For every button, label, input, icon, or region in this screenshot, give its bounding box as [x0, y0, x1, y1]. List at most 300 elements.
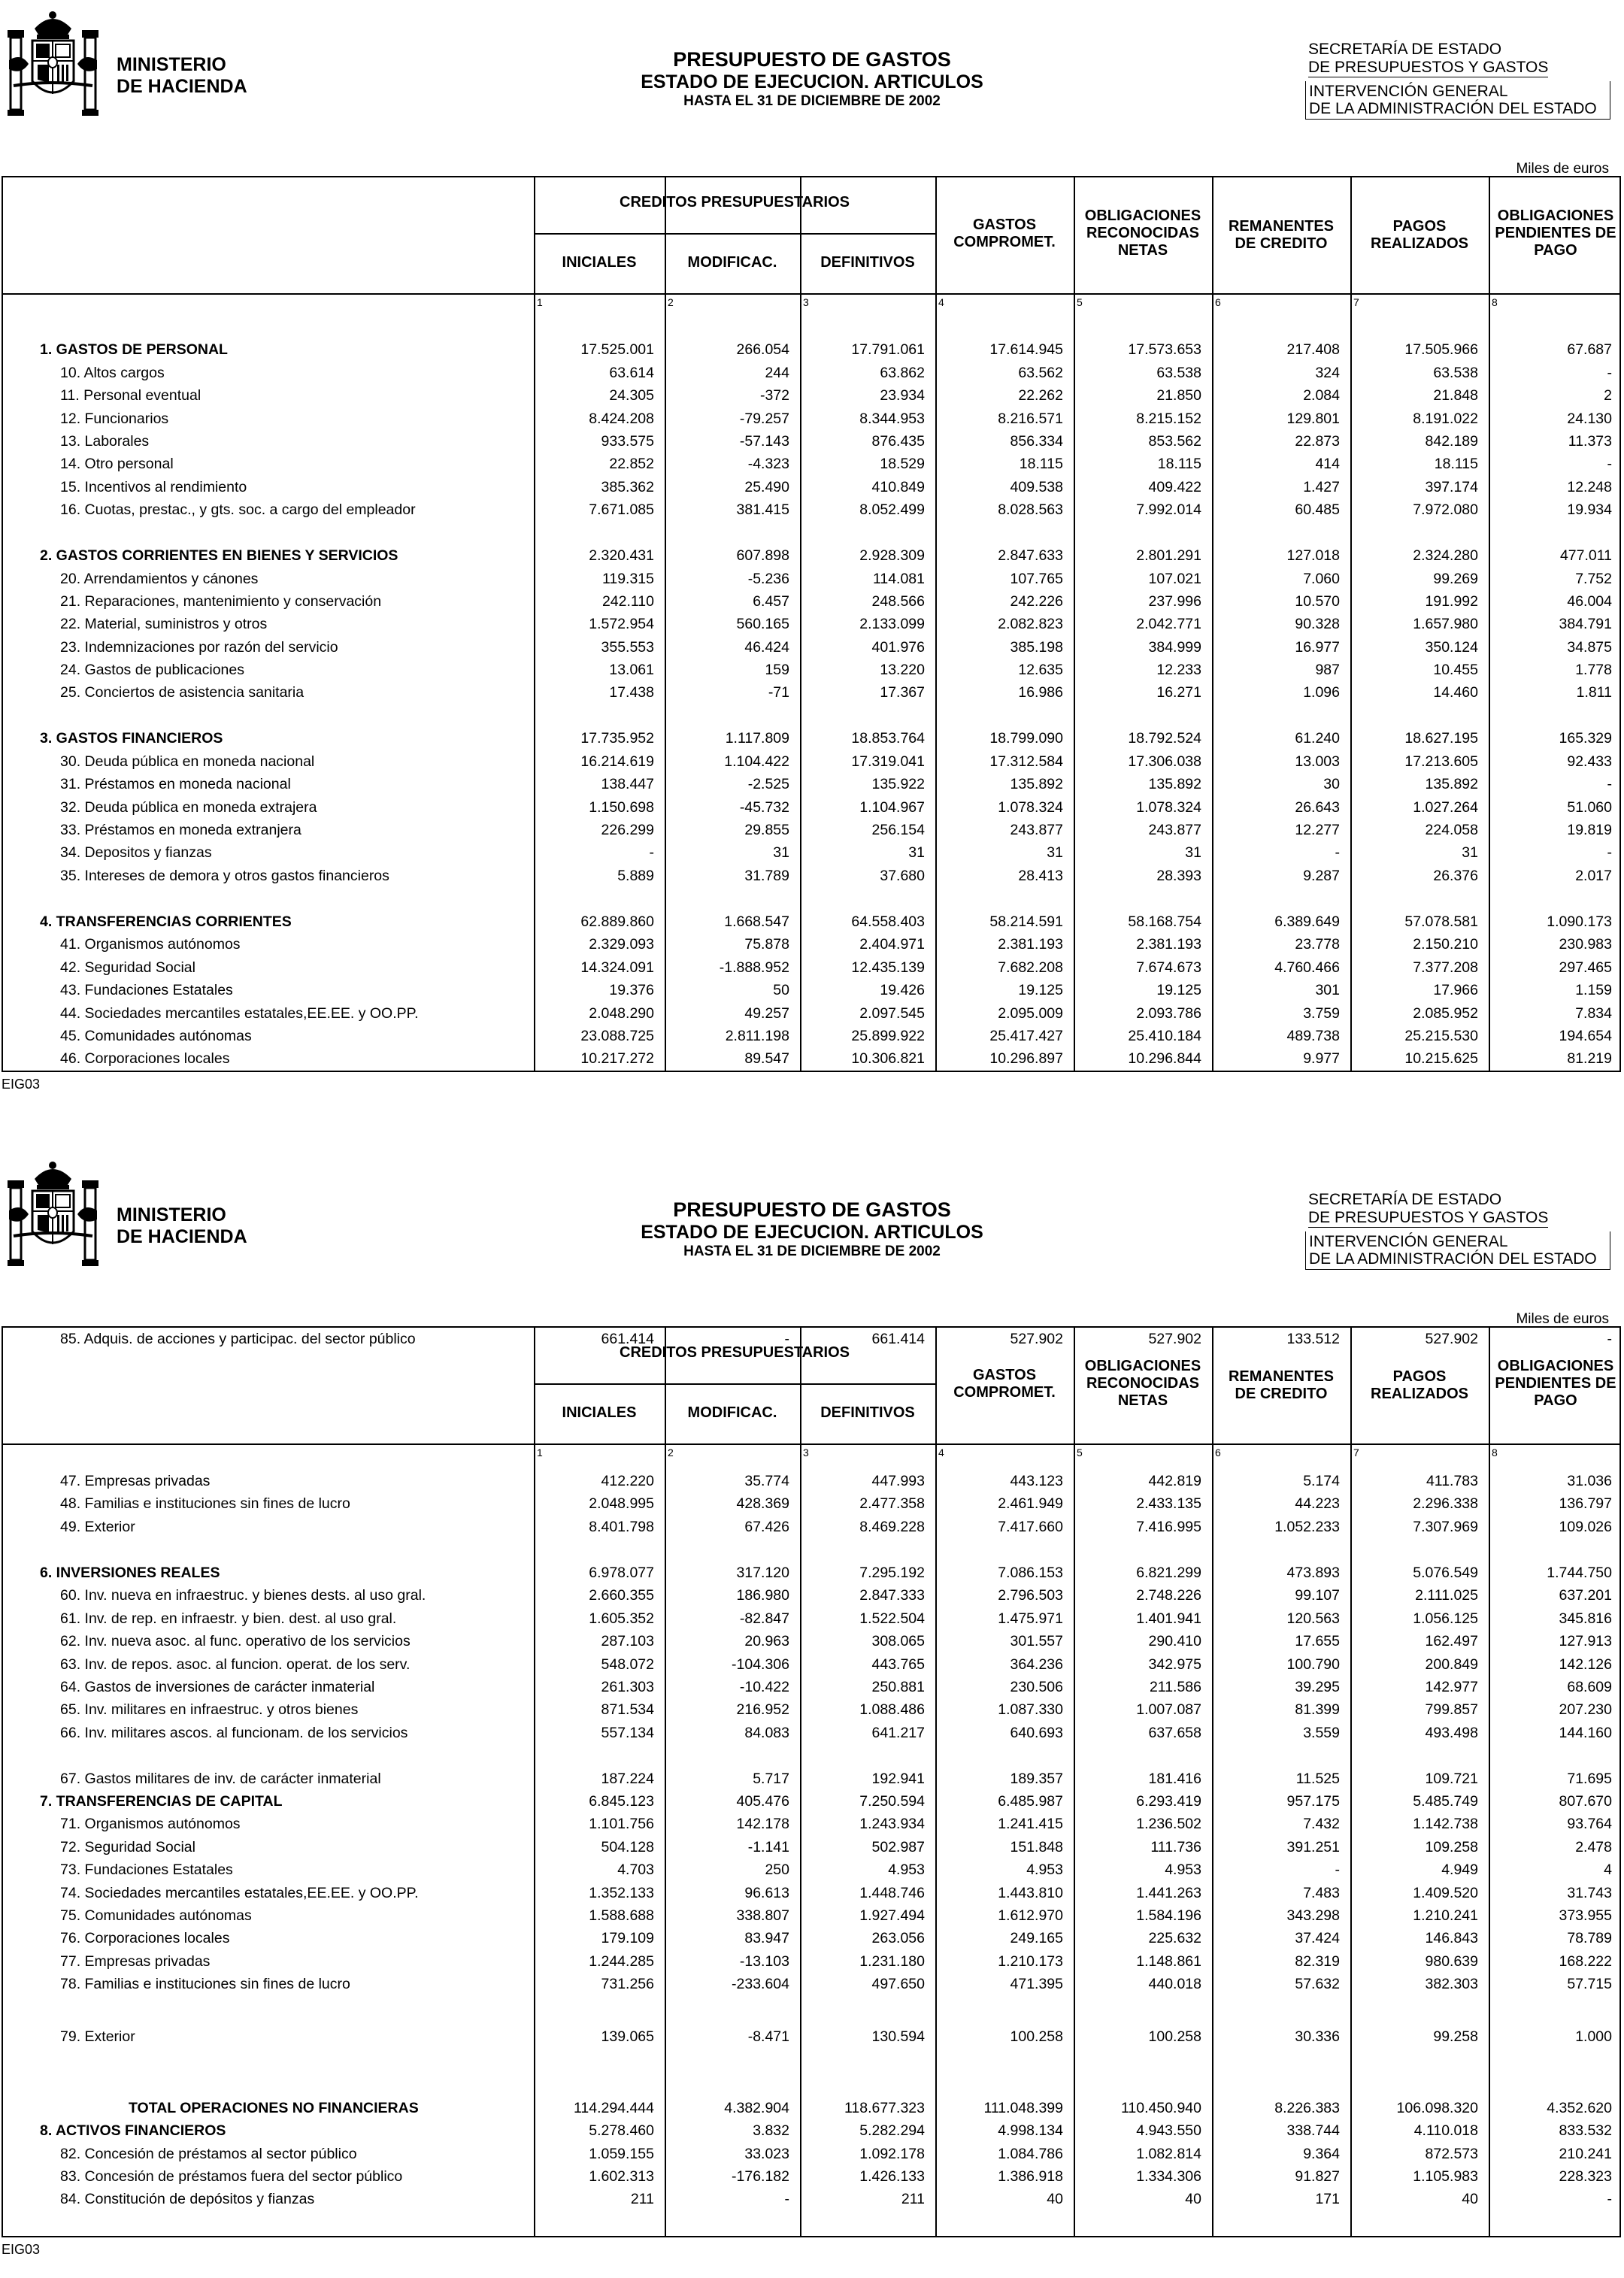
row-label: 42. Seguridad Social — [60, 959, 195, 976]
value-cell: 23.088.725 — [580, 1028, 654, 1044]
value-cell: 189.357 — [1010, 1771, 1063, 1787]
table-row — [3, 2188, 1622, 2210]
value-cell: 19.934 — [1567, 501, 1612, 518]
row-label: 63. Inv. de repos. asoc. al funcion. operat. de los serv. — [60, 1656, 411, 1673]
value-cell: 28.393 — [1156, 868, 1201, 884]
value-cell: 7.307.969 — [1413, 1519, 1478, 1535]
value-cell: 8.215.152 — [1136, 410, 1201, 427]
value-cell: 144.160 — [1559, 1725, 1612, 1741]
value-cell: -8.471 — [747, 2028, 789, 2045]
value-cell: 10.455 — [1433, 662, 1478, 678]
value-cell: 324 — [1315, 365, 1340, 381]
value-cell: 30.336 — [1295, 2028, 1340, 2045]
value-cell: 17.735.952 — [580, 730, 654, 747]
value-cell: 1.811 — [1576, 684, 1612, 701]
group-rule — [534, 1383, 935, 1385]
value-cell: 338.744 — [1286, 2122, 1340, 2139]
value-cell: 63.562 — [1018, 365, 1063, 381]
value-cell: -2.525 — [747, 776, 789, 792]
value-cell: 8.401.798 — [589, 1519, 654, 1535]
value-cell: 1.352.133 — [589, 1885, 654, 1901]
value-cell: 4.382.904 — [724, 2100, 789, 2116]
value-cell: 192.941 — [871, 1771, 925, 1787]
value-cell: 18.115 — [1157, 456, 1201, 472]
report-title-block — [526, 1198, 1098, 1261]
report-title-block — [526, 48, 1098, 111]
value-cell: - — [1607, 365, 1612, 381]
value-cell: -5.236 — [747, 571, 789, 587]
table-row — [3, 1630, 1622, 1652]
value-cell: 11.373 — [1568, 433, 1612, 450]
table-row — [3, 568, 1622, 590]
intervencion-line: DE LA ADMINISTRACIÓN DEL ESTADO — [1309, 100, 1597, 117]
value-cell: 58.168.754 — [1128, 913, 1201, 930]
value-cell: 168.222 — [1559, 1953, 1612, 1970]
value-cell: 22.873 — [1295, 433, 1340, 450]
table-row — [3, 407, 1622, 430]
value-cell: 200.849 — [1425, 1656, 1478, 1673]
value-cell: 731.256 — [601, 1976, 654, 1992]
value-cell: 24.130 — [1567, 410, 1612, 427]
value-cell: 17.614.945 — [989, 341, 1063, 358]
secretaria-line: DE PRESUPUESTOS Y GASTOS — [1308, 1209, 1549, 1226]
value-cell: 1.448.746 — [859, 1885, 925, 1901]
value-cell: 2.381.193 — [998, 936, 1063, 953]
definitivos-header — [800, 254, 935, 271]
ministry-line: MINISTERIO — [117, 54, 226, 75]
column-number: 2 — [668, 1446, 674, 1459]
value-cell: 382.303 — [1425, 1976, 1478, 1992]
value-cell: 842.189 — [1425, 433, 1478, 450]
value-cell: 186.980 — [736, 1587, 789, 1604]
value-cell: 256.154 — [871, 822, 925, 838]
value-cell: 71.695 — [1567, 1771, 1612, 1787]
value-cell: 107.021 — [1148, 571, 1201, 587]
table-row — [3, 2143, 1622, 2165]
column-number: 6 — [1215, 1446, 1221, 1459]
definitivos-header — [800, 1404, 935, 1422]
row-label: 21. Reparaciones, mantenimiento y conservación — [60, 593, 382, 610]
value-cell: 1.087.330 — [998, 1701, 1063, 1718]
value-cell: 1.441.263 — [1136, 1885, 1201, 1901]
value-cell: 23.934 — [880, 387, 925, 404]
value-cell: 8.216.571 — [998, 410, 1063, 427]
value-cell: 37.424 — [1295, 1930, 1340, 1946]
value-cell: 25.215.530 — [1404, 1028, 1478, 1044]
table-row — [3, 636, 1622, 659]
report-subtitle: ESTADO DE EJECUCION. ARTICULOS — [641, 1222, 983, 1243]
value-cell: 114.294.444 — [574, 2100, 654, 2116]
column-number: 8 — [1492, 296, 1498, 308]
value-cell: 7.377.208 — [1413, 959, 1478, 976]
value-cell: 63.538 — [1156, 365, 1201, 381]
value-cell: 106.098.320 — [1396, 2100, 1478, 2116]
row-label: 3. GASTOS FINANCIEROS — [40, 730, 223, 747]
value-cell: 22.262 — [1018, 387, 1063, 404]
value-cell: 641.217 — [871, 1725, 925, 1741]
report-title: PRESUPUESTO DE GASTOS — [673, 48, 951, 71]
value-cell: 225.632 — [1148, 1930, 1201, 1946]
value-cell: 8.469.228 — [859, 1519, 925, 1535]
value-cell: 2.093.786 — [1136, 1005, 1201, 1022]
value-cell: 1.475.971 — [998, 1610, 1063, 1627]
table-row — [3, 1470, 1622, 1492]
value-cell: 2.404.971 — [859, 936, 925, 953]
intervencion-line: DE LA ADMINISTRACIÓN DEL ESTADO — [1309, 1250, 1597, 1268]
row-label: 33. Préstamos en moneda extranjera — [60, 822, 301, 838]
table-row — [3, 1584, 1622, 1607]
value-cell: 297.465 — [1559, 959, 1612, 976]
value-cell: 355.553 — [601, 639, 654, 656]
column-number: 3 — [803, 1446, 809, 1459]
row-label: 8. ACTIVOS FINANCIEROS — [40, 2122, 226, 2139]
value-cell: 9.287 — [1303, 868, 1340, 884]
value-cell: 637.201 — [1559, 1587, 1612, 1604]
value-cell: 7.682.208 — [998, 959, 1063, 976]
table-row — [3, 2025, 1622, 2048]
row-label: 25. Conciertos de asistencia sanitaria — [60, 684, 304, 701]
value-cell: 1.210.173 — [998, 1953, 1063, 1970]
row-label: 4. TRANSFERENCIAS CORRIENTES — [40, 913, 292, 930]
value-cell: 4.943.550 — [1136, 2122, 1201, 2139]
value-cell: 1.142.738 — [1413, 1816, 1478, 1832]
units-label: Miles de euros — [1516, 1311, 1609, 1327]
value-cell: 146.843 — [1425, 1930, 1478, 1946]
value-cell: 129.801 — [1286, 410, 1340, 427]
row-label: 75. Comunidades autónomas — [60, 1907, 252, 1924]
value-cell: 342.975 — [1148, 1656, 1201, 1673]
header-rule — [3, 293, 1619, 295]
value-cell: 477.011 — [1559, 547, 1612, 564]
value-cell: 17.213.605 — [1404, 753, 1478, 770]
value-cell: 1.059.155 — [589, 2146, 654, 2162]
value-cell: 471.395 — [1010, 1976, 1063, 1992]
value-cell: -104.306 — [732, 1656, 789, 1673]
value-cell: 17.438 — [609, 684, 654, 701]
modificac-header — [665, 1404, 800, 1422]
table-row — [3, 727, 1622, 750]
row-label: 46. Corporaciones locales — [60, 1050, 230, 1067]
value-cell: 34.875 — [1567, 639, 1612, 656]
value-cell: 7.674.673 — [1136, 959, 1201, 976]
value-cell: 497.650 — [871, 1976, 925, 1992]
value-cell: 1.612.970 — [998, 1907, 1063, 1924]
table-row — [3, 773, 1622, 795]
value-cell: 20.963 — [744, 1633, 789, 1649]
value-cell: -176.182 — [732, 2168, 789, 2185]
value-cell: 1.078.324 — [998, 799, 1063, 816]
value-cell: 12.233 — [1156, 662, 1201, 678]
report-page — [0, 1150, 1624, 2278]
value-cell: 317.120 — [736, 1565, 789, 1581]
value-cell: 263.056 — [871, 1930, 925, 1946]
value-cell: - — [784, 1331, 789, 1347]
table-row — [3, 2097, 1622, 2119]
value-cell: 2.095.009 — [998, 1005, 1063, 1022]
table-row — [3, 865, 1622, 887]
value-cell: 473.893 — [1286, 1565, 1340, 1581]
value-cell: 40 — [1462, 2191, 1478, 2207]
value-cell: 26.643 — [1295, 799, 1340, 816]
value-cell: -10.422 — [739, 1679, 789, 1695]
value-cell: 207.230 — [1559, 1701, 1612, 1718]
value-cell: 987 — [1315, 662, 1340, 678]
row-label: 61. Inv. de rep. en infraestr. y bien. dest. al uso gral. — [60, 1610, 397, 1627]
table-row — [3, 1328, 1622, 1350]
value-cell: 211 — [901, 2191, 925, 2207]
gastos-comprometidos-header-line: GASTOS — [972, 1367, 1037, 1383]
pendientes-header-line: OBLIGACIONES — [1497, 1358, 1614, 1374]
value-cell: 2.111.025 — [1415, 1587, 1478, 1604]
value-cell: 7.250.594 — [859, 1793, 925, 1810]
value-cell: 67.426 — [744, 1519, 789, 1535]
value-cell: 142.977 — [1425, 1679, 1478, 1695]
value-cell: 64.558.403 — [851, 913, 925, 930]
value-cell: -79.257 — [739, 410, 789, 427]
value-cell: 6.978.077 — [589, 1565, 654, 1581]
secretaria-line: SECRETARÍA DE ESTADO — [1308, 41, 1502, 58]
value-cell: 93.764 — [1567, 1816, 1612, 1832]
coat-of-arms-icon — [6, 8, 100, 120]
value-cell: 31.743 — [1567, 1885, 1612, 1901]
value-cell: 527.902 — [1148, 1331, 1201, 1347]
value-cell: 139.065 — [601, 2028, 654, 2045]
value-cell: 338.807 — [736, 1907, 789, 1924]
value-cell: 7.086.153 — [998, 1565, 1063, 1581]
table-row — [3, 1002, 1622, 1025]
value-cell: 17.306.038 — [1128, 753, 1201, 770]
value-cell: 13.003 — [1295, 753, 1340, 770]
pagos-header — [1350, 1368, 1489, 1403]
table-row — [3, 1722, 1622, 1744]
value-cell: 2.017 — [1575, 868, 1612, 884]
table-row — [3, 2165, 1622, 2188]
value-cell: 24.305 — [609, 387, 654, 404]
value-cell: 1.096 — [1303, 684, 1340, 701]
row-label: 78. Familias e instituciones sin fines de lucro — [60, 1976, 350, 1992]
row-label: 43. Fundaciones Estatales — [60, 982, 233, 998]
column-number: 4 — [938, 1446, 944, 1459]
value-cell: 1.027.264 — [1413, 799, 1478, 816]
row-label: 64. Gastos de inversiones de carácter inmaterial — [60, 1679, 375, 1695]
value-cell: 1.092.178 — [859, 2146, 925, 2162]
value-cell: 1.778 — [1575, 662, 1612, 678]
value-cell: 230.506 — [1010, 1679, 1063, 1695]
value-cell: 2.461.949 — [998, 1495, 1063, 1512]
value-cell: 162.497 — [1425, 1633, 1478, 1649]
gastos-comprometidos-header-line: COMPROMET. — [953, 1384, 1056, 1401]
value-cell: - — [784, 2191, 789, 2207]
value-cell: 19.426 — [880, 982, 925, 998]
value-cell: 2.042.771 — [1136, 616, 1201, 632]
value-cell: 1.084.786 — [998, 2146, 1063, 2162]
header-rule — [3, 1443, 1619, 1445]
value-cell: 7.834 — [1575, 1005, 1612, 1022]
row-label: 76. Corporaciones locales — [60, 1930, 230, 1946]
value-cell: 980.639 — [1425, 1953, 1478, 1970]
value-cell: 7.483 — [1303, 1885, 1340, 1901]
value-cell: 21.848 — [1433, 387, 1478, 404]
value-cell: 10.296.844 — [1128, 1050, 1201, 1067]
value-cell: 1.148.861 — [1136, 1953, 1201, 1970]
value-cell: 107.765 — [1010, 571, 1063, 587]
value-cell: 7.060 — [1303, 571, 1340, 587]
value-cell: 159 — [765, 662, 789, 678]
value-cell: 4.703 — [617, 1861, 654, 1878]
value-cell: 391.251 — [1286, 1839, 1340, 1855]
value-cell: 6.457 — [753, 593, 789, 610]
value-cell: 385.362 — [601, 479, 654, 495]
table-row — [3, 750, 1622, 773]
value-cell: 5.485.749 — [1413, 1793, 1478, 1810]
obligaciones-netas-header-line: OBLIGACIONES — [1084, 1358, 1201, 1374]
definitivos-header-line: DEFINITIVOS — [820, 1404, 915, 1421]
ministry-name — [117, 1204, 247, 1248]
report-title: PRESUPUESTO DE GASTOS — [673, 1198, 951, 1221]
value-cell: 92.433 — [1567, 753, 1612, 770]
value-cell: 1.052.233 — [1274, 1519, 1340, 1535]
table-row — [3, 1025, 1622, 1047]
value-cell: 8.191.022 — [1413, 410, 1478, 427]
value-cell: 31 — [908, 844, 925, 861]
value-cell: 21.850 — [1156, 387, 1201, 404]
value-cell: 2.748.226 — [1136, 1587, 1201, 1604]
value-cell: 46.004 — [1567, 593, 1612, 610]
row-label: 72. Seguridad Social — [60, 1839, 195, 1855]
value-cell: - — [1335, 844, 1340, 861]
value-cell: 4.352.620 — [1547, 2100, 1612, 2116]
table-row — [3, 1516, 1622, 1538]
value-cell: 853.562 — [1148, 433, 1201, 450]
value-cell: 1.657.980 — [1413, 616, 1478, 632]
value-cell: 4.998.134 — [998, 2122, 1063, 2139]
value-cell: 10.217.272 — [580, 1050, 654, 1067]
value-cell: 8.028.563 — [998, 501, 1063, 518]
row-label: 1. GASTOS DE PERSONAL — [40, 341, 228, 358]
value-cell: 61.240 — [1295, 730, 1340, 747]
table-row — [3, 544, 1622, 567]
value-cell: 1.104.422 — [724, 753, 789, 770]
row-label: 41. Organismos autónomos — [60, 936, 241, 953]
value-cell: 109.721 — [1425, 1771, 1478, 1787]
value-cell: 1.602.313 — [589, 2168, 654, 2185]
value-cell: 31 — [1047, 844, 1063, 861]
table-row — [3, 1676, 1622, 1698]
value-cell: 81.219 — [1567, 1050, 1612, 1067]
value-cell: 443.123 — [1010, 1473, 1063, 1489]
value-cell: 1.386.918 — [998, 2168, 1063, 2185]
value-cell: - — [1607, 456, 1612, 472]
table-row — [3, 1768, 1622, 1790]
value-cell: 443.765 — [871, 1656, 925, 1673]
value-cell: 10.306.821 — [851, 1050, 925, 1067]
pagos-header-line: REALIZADOS — [1371, 235, 1468, 252]
value-cell: 99.258 — [1433, 2028, 1478, 2045]
value-cell: 16.271 — [1156, 684, 1201, 701]
value-cell: 1.056.125 — [1413, 1610, 1478, 1627]
obligaciones-netas-header-line: NETAS — [1117, 1392, 1168, 1409]
value-cell: 50 — [773, 982, 789, 998]
value-cell: 957.175 — [1286, 1793, 1340, 1810]
value-cell: 242.226 — [1010, 593, 1063, 610]
coat-of-arms-icon — [6, 1158, 100, 1271]
value-cell: 63.614 — [609, 365, 654, 381]
value-cell: 1.588.688 — [589, 1907, 654, 1924]
table-row — [3, 796, 1622, 819]
value-cell: 9.977 — [1303, 1050, 1340, 1067]
value-cell: 100.258 — [1010, 2028, 1063, 2045]
value-cell: 4.953 — [1165, 1861, 1201, 1878]
table-row — [3, 1882, 1622, 1904]
table-row — [3, 681, 1622, 704]
value-cell: 23.778 — [1295, 936, 1340, 953]
value-cell: 249.165 — [1010, 1930, 1063, 1946]
table-row — [3, 1858, 1622, 1881]
table-row — [3, 1607, 1622, 1630]
value-cell: 871.534 — [601, 1701, 654, 1718]
creditos-presupuestarios-header-line: CREDITOS PRESUPUESTARIOS — [620, 194, 850, 211]
value-cell: 412.220 — [601, 1473, 654, 1489]
row-label: 12. Funcionarios — [60, 410, 169, 427]
report-subtitle: ESTADO DE EJECUCION. ARTICULOS — [641, 71, 983, 92]
form-code: EIG03 — [2, 1077, 41, 1092]
value-cell: 607.898 — [736, 547, 789, 564]
value-cell: 96.613 — [744, 1885, 789, 1901]
value-cell: 4.949 — [1441, 1861, 1478, 1878]
value-cell: 6.485.987 — [998, 1793, 1063, 1810]
value-cell: 25.410.184 — [1128, 1028, 1201, 1044]
value-cell: 18.627.195 — [1404, 730, 1478, 747]
value-cell: 2.048.290 — [589, 1005, 654, 1022]
value-cell: 1.243.934 — [859, 1816, 925, 1832]
value-cell: 1.584.196 — [1136, 1907, 1201, 1924]
table-row — [3, 384, 1622, 407]
table-row — [3, 476, 1622, 498]
value-cell: 26.376 — [1433, 868, 1478, 884]
row-label: TOTAL OPERACIONES NO FINANCIERAS — [129, 2100, 419, 2116]
value-cell: 111.736 — [1150, 1839, 1201, 1855]
row-label: 85. Adquis. de acciones y participac. del sector público — [60, 1331, 416, 1347]
value-cell: 2.048.995 — [589, 1495, 654, 1512]
row-label: 16. Cuotas, prestac., y gts. soc. a cargo del empleador — [60, 501, 416, 518]
units-label: Miles de euros — [1516, 161, 1609, 177]
value-cell: 127.018 — [1286, 547, 1340, 564]
row-label: 83. Concesión de préstamos fuera del sector público — [60, 2168, 403, 2185]
value-cell: 384.791 — [1559, 616, 1612, 632]
value-cell: 2.928.309 — [859, 547, 925, 564]
value-cell: 31 — [1185, 844, 1201, 861]
value-cell: 135.922 — [871, 776, 925, 792]
value-cell: 2.150.210 — [1413, 936, 1478, 953]
value-cell: 4.953 — [1026, 1861, 1063, 1878]
value-cell: 1.078.324 — [1136, 799, 1201, 816]
value-cell: 1.231.180 — [859, 1953, 925, 1970]
value-cell: -71 — [768, 684, 789, 701]
value-cell: 75.878 — [744, 936, 789, 953]
value-cell: 142.178 — [736, 1816, 789, 1832]
value-cell: 250.881 — [871, 1679, 925, 1695]
value-cell: 6.845.123 — [589, 1793, 654, 1810]
value-cell: 46.424 — [744, 639, 789, 656]
value-cell: 527.902 — [1425, 1331, 1478, 1347]
value-cell: 6.389.649 — [1274, 913, 1340, 930]
value-cell: 7.671.085 — [589, 501, 654, 518]
value-cell: 89.547 — [744, 1050, 789, 1067]
pendientes-header-line: PAGO — [1534, 242, 1577, 259]
value-cell: 25.899.922 — [851, 1028, 925, 1044]
value-cell: 290.410 — [1148, 1633, 1201, 1649]
pendientes-header-line: OBLIGACIONES — [1497, 208, 1614, 224]
